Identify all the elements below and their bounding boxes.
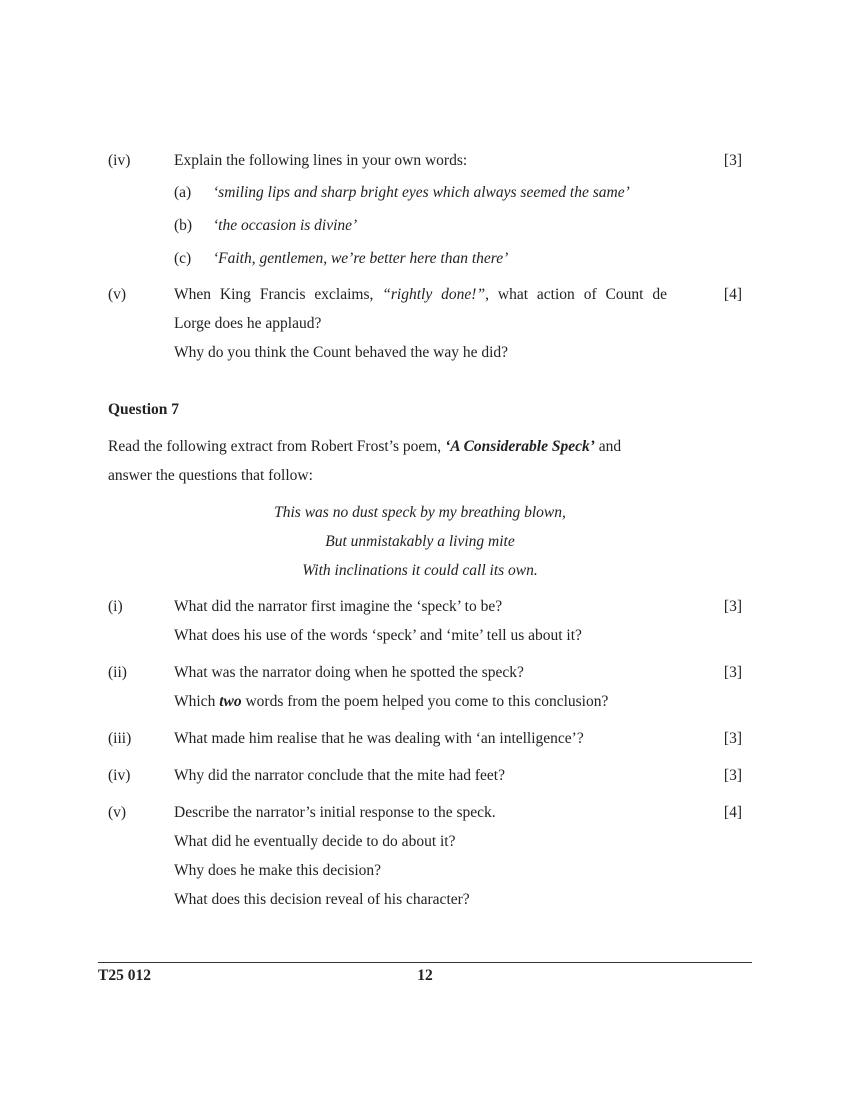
q7-iii-text: What made him realise that he was dealing with ‘an intelligence’?	[174, 730, 584, 747]
q7-iii-marks: [3]	[723, 730, 742, 747]
q6-v-line1-pre: When King Francis exclaims,	[174, 286, 383, 303]
q7-v-line3: Why does he make this decision?	[174, 862, 382, 879]
q7-ii-line1: What was the narrator doing when he spotted the speck?	[174, 664, 524, 681]
q6-iv-c-label: (c)	[174, 250, 192, 267]
footer-rule	[98, 962, 752, 963]
q7-i-line2: What does his use of the words ‘speck’ and ‘mite’ tell us about it?	[174, 627, 582, 644]
q7-ii-line2	[174, 692, 608, 712]
q6-iv-a-text: ‘smiling lips and sharp bright eyes which always seemed the same’	[213, 184, 630, 201]
q6-v-line1	[174, 285, 667, 305]
q7-v-number: (v)	[108, 804, 127, 821]
q6-iv-marks: [3]	[723, 152, 742, 169]
q7-v-line4: What does this decision reveal of his character?	[174, 891, 470, 908]
q7-i-line1: What did the narrator first imagine the ‘speck’ to be?	[174, 598, 503, 615]
q6-iv-c-text: ‘Faith, gentlemen, we’re better here than there’	[213, 250, 509, 267]
q7-v-line2: What did he eventually decide to do about it?	[174, 833, 456, 850]
q7-v-marks: [4]	[723, 804, 742, 821]
q6-v-line2: Lorge does he applaud?	[174, 315, 322, 332]
footer-page-number: 12	[417, 967, 433, 984]
q7-intro-line2: answer the questions that follow:	[108, 467, 313, 484]
q7-heading: Question 7	[108, 401, 180, 418]
q7-poem-line-3: With inclinations it could call its own.	[302, 562, 538, 579]
q6-v-line1-post: , what action of Count de	[485, 286, 667, 303]
q6-v-number: (v)	[108, 286, 127, 303]
q6-iv-text: Explain the following lines in your own words:	[174, 152, 468, 169]
q7-i-number: (i)	[108, 598, 123, 615]
q6-v-marks: [4]	[723, 286, 742, 303]
q7-iv-number: (iv)	[108, 767, 131, 784]
q7-intro-line1	[108, 437, 621, 457]
q7-poem-line-2: But unmistakably a living mite	[325, 533, 515, 550]
q7-ii-line2-emphasis: two	[219, 693, 242, 710]
q6-iv-a-label: (a)	[174, 184, 192, 201]
q7-poem-line-1: This was no dust speck by my breathing blown,	[274, 504, 566, 521]
q6-v-line1-quote: “rightly done!”	[382, 286, 486, 303]
q6-iv-b-label: (b)	[174, 217, 193, 234]
q7-intro-pre: Read the following extract from Robert Frost’s poem,	[108, 438, 446, 455]
q7-intro-title: ‘A Considerable Speck’	[445, 438, 595, 455]
q6-v-line3: Why do you think the Count behaved the way he did?	[174, 344, 509, 361]
footer-paper-code: T25 012	[98, 967, 151, 984]
q7-ii-number: (ii)	[108, 664, 127, 681]
q7-iv-marks: [3]	[723, 767, 742, 784]
q7-intro-post: and	[594, 438, 622, 455]
q7-ii-line2-post: words from the poem helped you come to this conclusion?	[241, 693, 609, 710]
q7-ii-line2-pre: Which	[174, 693, 220, 710]
q7-ii-marks: [3]	[723, 664, 742, 681]
q7-v-line1: Describe the narrator’s initial response to the speck.	[174, 804, 496, 821]
q7-iv-text: Why did the narrator conclude that the mite had feet?	[174, 767, 505, 784]
q7-iii-number: (iii)	[108, 730, 132, 747]
q7-i-marks: [3]	[723, 598, 742, 615]
q6-iv-b-text: ‘the occasion is divine’	[213, 217, 358, 234]
q6-iv-number: (iv)	[108, 152, 131, 169]
